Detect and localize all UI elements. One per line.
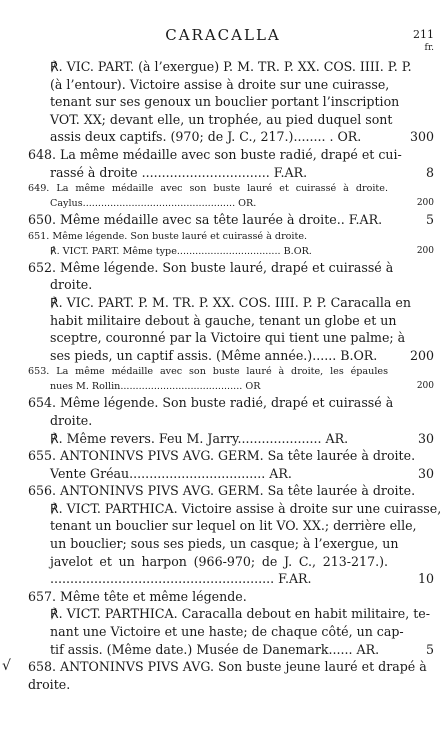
line-text: assis deux captifs. (970; de J. C., 217.)........ . OR. [50, 129, 362, 145]
catalog-line [0, 535, 446, 553]
catalog-line [0, 447, 446, 465]
line-text: 653. La même médaille avec son buste lauré à droite, les épaules [28, 366, 388, 378]
line-text: nant une Victoire et une haste; de chaque côté, un cap- [50, 624, 404, 640]
catalog-line [0, 76, 446, 94]
line-text: javelot et un harpon (966-970; de J. C., 213-217.). [50, 553, 388, 569]
price-value: 10 [417, 571, 434, 587]
catalog-line [0, 676, 446, 694]
catalog-line [0, 229, 446, 244]
line-text: 649. La même médaille avec son buste lauré et cuirassé à droite. [28, 183, 388, 195]
price-value: 5 [425, 641, 434, 657]
catalog-line [0, 623, 446, 641]
line-text: ses pieds, un captif assis. (Même année.)...... B.OR. [50, 347, 378, 363]
line-text: 650. Même médaille avec sa tête laurée à droite.. F.AR. [28, 212, 383, 228]
price-value: 200 [416, 198, 434, 209]
catalog-line [0, 482, 446, 500]
line-text: ℟. VIC. PART. P. M. TR. P. XX. COS. IIII. P. P. Caracalla en [50, 294, 411, 310]
price-value: 8 [425, 164, 434, 180]
catalog-entries [0, 58, 446, 693]
catalog-line [0, 164, 446, 182]
running-title: CARACALLA [165, 26, 281, 44]
catalog-line [0, 244, 446, 259]
line-text: droite. [50, 412, 93, 428]
catalog-line [0, 111, 446, 129]
page-number: 211 [413, 28, 434, 41]
line-text: droite. [28, 676, 71, 692]
line-text: sceptre, couronné par la Victoire qui tient une palme; à [50, 330, 406, 346]
price-value: 200 [409, 347, 434, 363]
line-text: droite. [50, 277, 93, 293]
price-value: 30 [417, 430, 434, 446]
line-text: 658. ANTONINVS PIVS AVG. Son buste jeune lauré et drapé à [28, 659, 427, 675]
price-value: 200 [416, 245, 434, 256]
catalog-line [0, 347, 446, 365]
line-text: tif assis. (Même date.) Musée de Danemark...... AR. [50, 641, 380, 657]
catalog-line [0, 588, 446, 606]
catalog-line [0, 641, 446, 659]
line-text: ℟. VICT. PART. Même type.................................. B.OR. [50, 245, 312, 257]
margin-check-mark: √ [2, 658, 11, 675]
catalog-line [0, 259, 446, 277]
catalog-line [0, 394, 446, 412]
line-text: VOT. XX; devant elle, un trophée, au pied duquel sont [50, 111, 393, 127]
line-text: ℟. VICT. PARTHICA. Caracalla debout en habit militaire, te- [50, 606, 430, 622]
catalog-line [0, 196, 446, 211]
catalog-line [0, 412, 446, 430]
catalog-line [0, 379, 446, 394]
line-text: 648. La même médaille avec son buste radié, drapé et cui- [28, 146, 402, 162]
catalog-line [0, 517, 446, 535]
line-text: nues M. Rollin........................................ OR [50, 381, 261, 393]
catalog-line [0, 211, 446, 229]
line-text: rassé à droite ................................ F.AR. [50, 164, 308, 180]
catalog-line [0, 146, 446, 164]
line-text: Caylus.................................................. OR. [50, 198, 257, 210]
catalog-line [0, 465, 446, 483]
catalog-line [0, 364, 446, 379]
line-text: Vente Gréau.................................. AR. [50, 465, 292, 481]
catalog-line [0, 294, 446, 312]
line-text: tenant sur ses genoux un bouclier portant l’inscription [50, 94, 400, 110]
catalog-line [0, 58, 446, 76]
catalog-line [0, 181, 446, 196]
line-text: 651. Même légende. Son buste lauré et cuirassé à droite. [28, 230, 308, 242]
line-text: 652. Même légende. Son buste lauré, drapé et cuirassé à [28, 259, 394, 275]
line-text: tenant un bouclier sur lequel on lit VO. XX.; derrière elle, [50, 518, 417, 534]
currency-unit: fr. [424, 43, 434, 53]
line-text: 654. Même légende. Son buste radié, drapé et cuirassé à [28, 395, 394, 411]
line-text: habit militaire debout à gauche, tenant un globe et un [50, 312, 397, 328]
line-text: ........................................................ F.AR. [50, 571, 312, 587]
catalog-line [0, 658, 446, 676]
catalog-line [0, 500, 446, 518]
line-text: ℟. VIC. PART. (à l’exergue) P. M. TR. P. XX. COS. IIII. P. P. [50, 59, 412, 74]
line-text: ℟. Même revers. Feu M. Jarry..................... AR. [50, 430, 349, 446]
catalog-line [0, 128, 446, 146]
catalog-line [0, 312, 446, 330]
catalog-line [0, 93, 446, 111]
catalog-line [0, 570, 446, 588]
line-text: (à l’entour). Victoire assise à droite sur une cuirasse, [50, 76, 390, 92]
price-value: 30 [417, 465, 434, 481]
catalog-line [0, 276, 446, 294]
catalog-line [0, 553, 446, 571]
price-value: 300 [409, 129, 434, 145]
line-text: 655. ANTONINVS PIVS AVG. GERM. Sa tête laurée à droite. [28, 448, 416, 464]
price-value: 200 [416, 381, 434, 392]
line-text: 657. Même tête et même légende. [28, 588, 247, 604]
line-text: 656. ANTONINVS PIVS AVG. GERM. Sa tête laurée à droite. [28, 483, 416, 499]
catalog-line [0, 605, 446, 623]
catalog-line [0, 329, 446, 347]
catalog-line [0, 430, 446, 448]
line-text: ℟. VICT. PARTHICA. Victoire assise à droite sur une cuirasse, [50, 500, 442, 516]
line-text: un bouclier; sous ses pieds, un casque; à l’exergue, un [50, 536, 399, 552]
price-value: 5 [425, 212, 434, 228]
